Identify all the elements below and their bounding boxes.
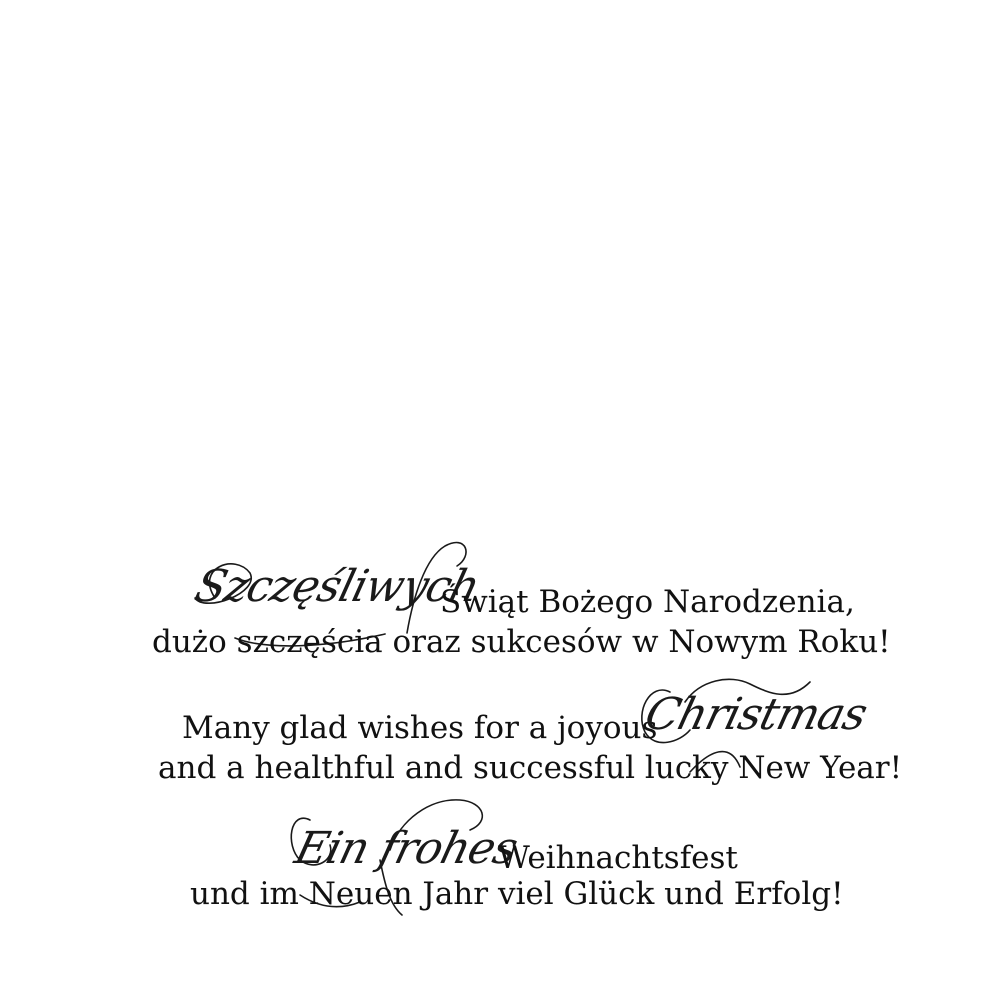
german-script-word: Ein frohes bbox=[290, 823, 522, 874]
english-line-1: Many glad wishes for a joyous bbox=[182, 710, 658, 746]
english-line-2: and a healthful and successful lucky New Year! bbox=[158, 750, 903, 786]
polish-line-1: Świąt Bożego Narodzenia, bbox=[440, 584, 855, 620]
german-line-1: Weihnachtsfest bbox=[498, 840, 738, 876]
german-line-2: und im Neuen Jahr viel Glück und Erfolg! bbox=[190, 876, 844, 912]
english-script-word: Christmas bbox=[640, 689, 872, 740]
polish-line-2: dużo szczęścia oraz sukcesów w Nowym Roku! bbox=[152, 624, 891, 660]
polish-script-word: Szczęśliwych bbox=[190, 561, 485, 612]
